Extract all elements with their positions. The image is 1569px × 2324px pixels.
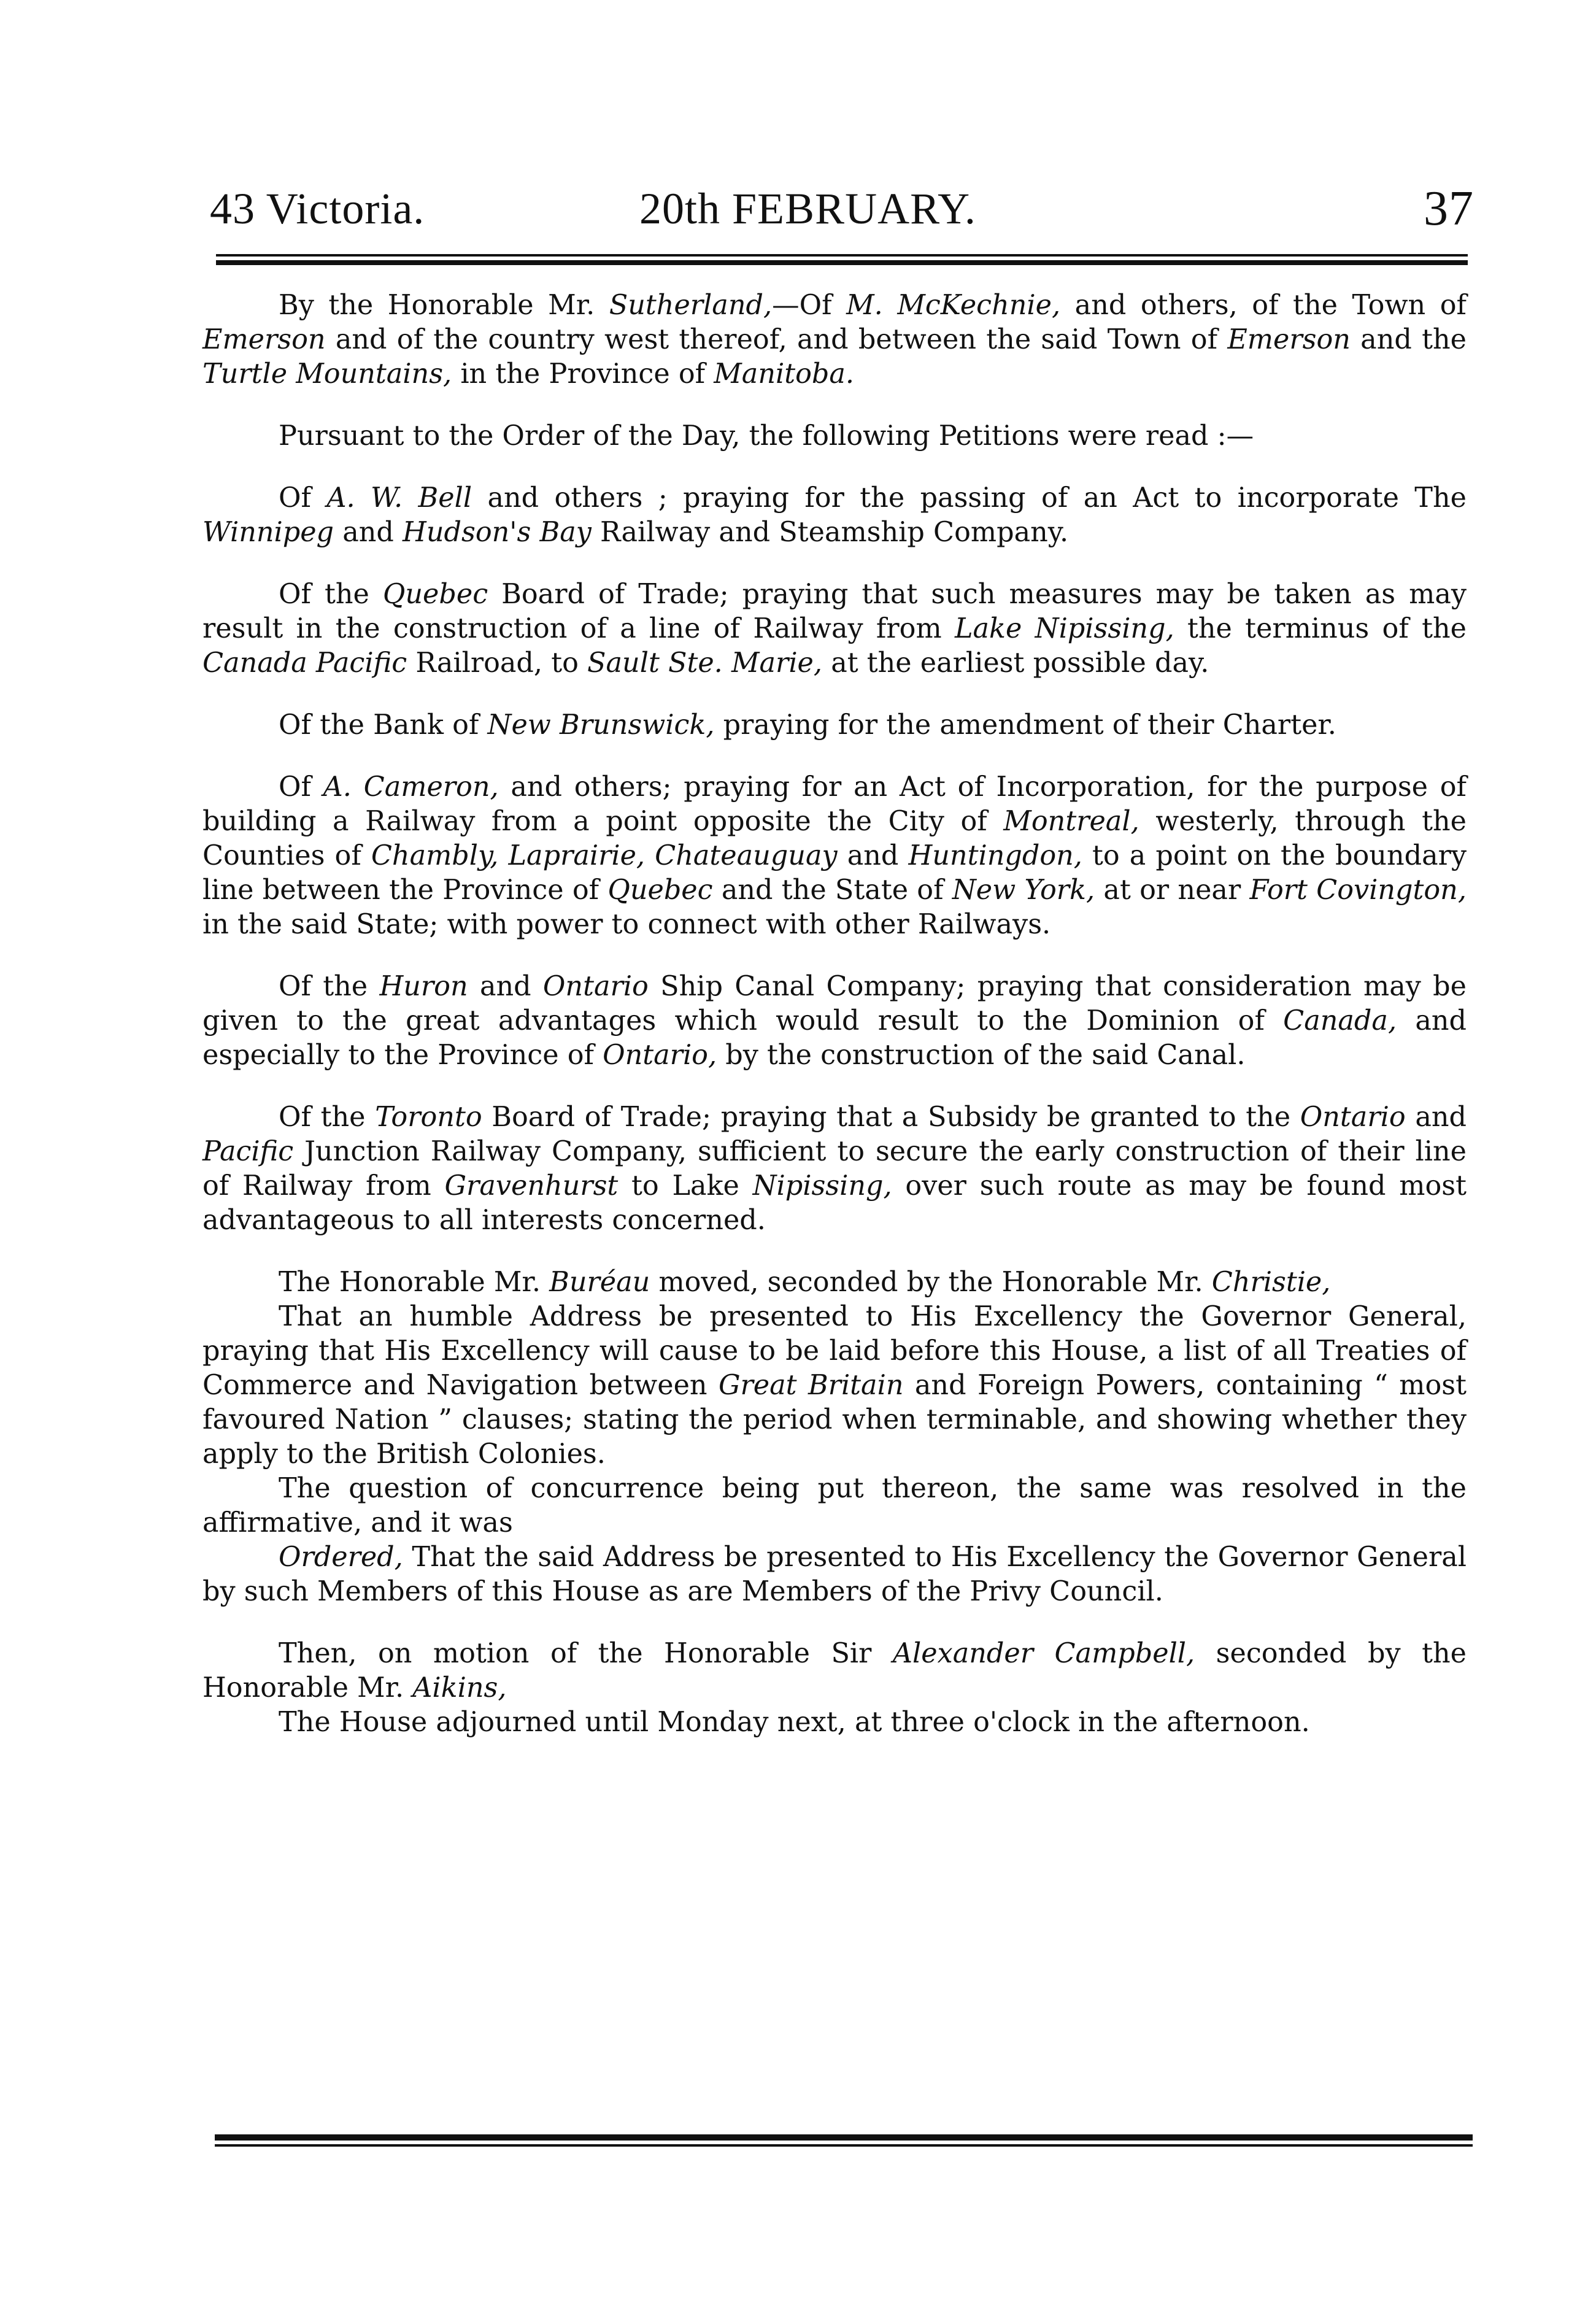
text-run: The question of concurrence being put thereon, the same was resolved in the affirmative, and it was: [202, 1473, 1467, 1538]
italic-text: Canada,: [1283, 1005, 1397, 1037]
italic-text: Great Britain: [718, 1370, 904, 1401]
text-run: the terminus of the: [1174, 613, 1467, 644]
petition-bank-new-brunswick: [202, 708, 1467, 743]
italic-text: Sutherland,: [609, 290, 773, 321]
address-text: [202, 1300, 1467, 1472]
running-header: [210, 178, 1474, 245]
header-rule-thick: [216, 260, 1468, 265]
text-run: Of: [279, 771, 323, 803]
italic-text: New Brunswick,: [487, 709, 715, 741]
petition-quebec-board: [202, 577, 1467, 681]
text-run: and others ; praying for the passing of an Act to incorporate The: [472, 482, 1467, 514]
text-run: at or near: [1095, 874, 1250, 906]
italic-text: Emerson: [202, 324, 326, 355]
text-run: Of the: [279, 579, 383, 610]
text-run: over such route as may be found most advantageous to all interests concerned.: [202, 1170, 1467, 1236]
text-run: to Lake: [618, 1170, 753, 1202]
italic-text: Nipissing,: [752, 1170, 892, 1202]
italic-text: Christie,: [1211, 1267, 1331, 1298]
text-run: By the Honorable Mr.: [279, 290, 609, 321]
italic-text: Toronto: [375, 1102, 482, 1133]
text-run: Board of Trade; praying that a Subsidy be granted to the: [482, 1102, 1300, 1133]
text-run: and: [334, 517, 403, 548]
text-run: and: [837, 840, 909, 871]
italic-text: Lake Nipissing,: [954, 613, 1174, 644]
text-run: Railway and Steamship Company.: [591, 517, 1069, 548]
text-run: Ship Canal Company; praying that consideration may be given to the great advantages which would result to the Dominion of: [202, 971, 1467, 1037]
text-run: and: [468, 971, 543, 1002]
text-run: seconded by the Honorable Mr.: [202, 1638, 1467, 1704]
text-run: That an humble Address be presented to His Excellency the Governor General, praying that His Excellency will cause to be laid before this House, a list of all Treaties of Commerce and Navigation between: [202, 1301, 1467, 1401]
italic-text: Chambly, Laprairie, Chateauguay: [371, 840, 838, 871]
text-run: —Of: [772, 290, 847, 321]
text-run: praying for the amendment of their Charter.: [714, 709, 1336, 741]
journal-body: [202, 288, 1467, 1767]
italic-text: New York,: [952, 874, 1095, 906]
italic-text: Gravenhurst: [444, 1170, 619, 1202]
text-run: Junction Railway Company, sufficient to secure the early construction of their line of Railway from: [202, 1136, 1467, 1202]
text-run: to a point on the boundary line between the Province of: [202, 840, 1467, 906]
text-run: by the construction of the said Canal.: [717, 1040, 1246, 1071]
italic-text: Hudson's Bay: [403, 517, 592, 548]
petition-toronto-board: [202, 1100, 1467, 1238]
text-run: Pursuant to the Order of the Day, the following Petitions were read :—: [279, 420, 1254, 452]
italic-text: Ordered,: [279, 1542, 403, 1573]
text-run: and the State of: [712, 874, 952, 906]
italic-text: A. W. Bell: [326, 482, 472, 514]
text-run: in the Province of: [452, 358, 714, 390]
motion-adjourn: [202, 1637, 1467, 1705]
italic-text: Quebec: [382, 579, 488, 610]
text-run: and others, of the Town of: [1060, 290, 1467, 321]
italic-text: Quebec: [607, 874, 713, 906]
text-run: That the said Address be presented to His Excellency the Governor General by such Members of this House as are Members of the Privy Council.: [202, 1542, 1467, 1607]
italic-text: Ontario,: [603, 1040, 717, 1071]
petition-intro-sutherland: [202, 288, 1467, 392]
petition-cameron: [202, 770, 1467, 942]
header-rule-thin: [216, 254, 1468, 257]
question-concurrence: [202, 1472, 1467, 1540]
text-run: at the earliest possible day.: [822, 647, 1209, 679]
italic-text: Ontario: [1300, 1102, 1406, 1133]
italic-text: Sault Ste. Marie,: [587, 647, 823, 679]
text-run: Railroad, to: [407, 647, 588, 679]
italic-text: Huntingdon,: [908, 840, 1082, 871]
italic-text: Fort Covington,: [1249, 874, 1467, 906]
text-run: The Honorable Mr.: [279, 1267, 550, 1298]
italic-text: Ontario: [542, 971, 649, 1002]
italic-text: Aikins,: [412, 1672, 507, 1704]
text-run: Of the Bank of: [279, 709, 488, 741]
text-run: in the said State; with power to connect with other Railways.: [202, 909, 1051, 940]
text-run: Board of Trade; praying that such measures may be taken as may result in the construction of a line of Railway from: [202, 579, 1467, 644]
italic-text: Huron: [379, 971, 468, 1002]
italic-text: Winnipeg: [202, 517, 334, 548]
text-run: and the: [1350, 324, 1467, 355]
text-run: and especially to the Province of: [202, 1005, 1467, 1071]
italic-text: A. Cameron,: [323, 771, 499, 803]
text-run: and others; praying for an Act of Incorporation, for the purpose of building a Railway from a point opposite the City of: [202, 771, 1467, 837]
motion-bureau: [202, 1265, 1467, 1300]
order-of-day-statement: [202, 419, 1467, 454]
italic-text: Montreal,: [1003, 806, 1139, 837]
petition-bell: [202, 481, 1467, 550]
text-run: Of the: [279, 971, 380, 1002]
house-adjourned: [202, 1705, 1467, 1740]
text-run: and of the country west thereof, and between the said Town of: [325, 324, 1228, 355]
text-run: moved, seconded by the Honorable Mr.: [650, 1267, 1212, 1298]
text-run: Of the: [279, 1102, 376, 1133]
text-run: The House adjourned until Monday next, at three o'clock in the afternoon.: [279, 1707, 1310, 1738]
italic-text: Manitoba.: [714, 358, 855, 390]
text-run: and Foreign Powers, containing “ most favoured Nation ” clauses; stating the period when terminable, and showing whether they apply to the British Colonies.: [202, 1370, 1467, 1470]
session-label: 43 Victoria.: [210, 184, 425, 233]
italic-text: Buréau: [549, 1267, 650, 1298]
italic-text: Pacific: [202, 1136, 294, 1167]
petition-huron-ontario-canal: [202, 970, 1467, 1073]
text-run: westerly, through the Counties of: [202, 806, 1467, 871]
italic-text: M. McKechnie,: [846, 290, 1061, 321]
italic-text: Canada Pacific: [202, 647, 407, 679]
text-run: Of: [279, 482, 327, 514]
footer-rule-thin: [215, 2144, 1473, 2147]
text-run: and: [1405, 1102, 1467, 1133]
italic-text: Alexander Campbell,: [892, 1638, 1195, 1669]
italic-text: Turtle Mountains,: [202, 358, 452, 390]
date-heading: 20th FEBRUARY.: [639, 184, 976, 233]
page-number: 37: [1424, 182, 1474, 236]
footer-rule-thick: [215, 2134, 1473, 2141]
ordered-address: [202, 1540, 1467, 1609]
italic-text: Emerson: [1227, 324, 1351, 355]
text-run: Then, on motion of the Honorable Sir: [279, 1638, 893, 1669]
